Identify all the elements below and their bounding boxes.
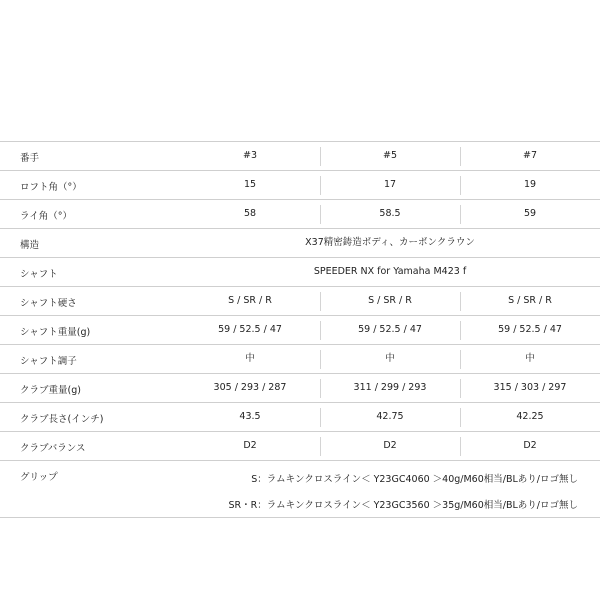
cell-value: 中 [385, 353, 395, 364]
cell-value: S / SR / R [228, 295, 272, 306]
column-divider [320, 205, 321, 224]
row-label: 番手 [20, 153, 40, 164]
column-divider [460, 408, 461, 427]
table-row [0, 171, 600, 200]
cell-value: 59 [523, 208, 537, 219]
row-label: シャフト硬さ [20, 298, 77, 309]
column-divider [460, 176, 461, 195]
column-divider [320, 147, 321, 166]
column-divider [320, 321, 321, 340]
column-divider [460, 379, 461, 398]
cell-value: S / SR / R [508, 295, 552, 306]
cell-value: 中 [525, 353, 535, 364]
row-label: シャフト [20, 269, 58, 280]
cell-value: 19 [523, 179, 537, 190]
table-row [0, 258, 600, 287]
row-label: クラブ長さ(インチ) [20, 414, 104, 425]
cell-value: D2 [523, 440, 537, 451]
row-label: ロフト角（°） [20, 182, 82, 193]
table-row [0, 142, 600, 171]
column-divider [460, 205, 461, 224]
row-label: 構造 [20, 240, 40, 251]
cell-value: 311 / 299 / 293 [353, 382, 427, 393]
cell-value: 中 [245, 353, 255, 364]
cell-value: 315 / 303 / 297 [493, 382, 567, 393]
row-label: ライ角（°） [20, 211, 72, 222]
table-row [0, 345, 600, 374]
cell-value: D2 [383, 440, 397, 451]
cell-value: 17 [383, 179, 397, 190]
row-label: クラブ重量(g) [20, 385, 81, 396]
cell-value: #5 [382, 150, 397, 161]
cell-value: 15 [243, 179, 257, 190]
table-row [0, 287, 600, 316]
spec-table [0, 141, 600, 518]
row-label: グリップ [20, 472, 58, 483]
table-row-grip [0, 461, 600, 518]
column-divider [460, 321, 461, 340]
cell-value-spanning: X37精密鋳造ボディ、カーボンクラウン [305, 237, 475, 248]
column-divider [460, 350, 461, 369]
cell-value: 59 / 52.5 / 47 [218, 324, 282, 335]
cell-value: 43.5 [239, 411, 261, 422]
cell-value-spanning: SPEEDER NX for Yamaha M423 f [313, 266, 467, 277]
table-row [0, 200, 600, 229]
table-row [0, 229, 600, 258]
cell-value: 42.75 [376, 411, 404, 422]
cell-value: #7 [522, 150, 537, 161]
column-divider [320, 379, 321, 398]
row-label: シャフト重量(g) [20, 327, 91, 338]
table-row [0, 432, 600, 461]
column-divider [460, 292, 461, 311]
cell-value: 305 / 293 / 287 [213, 382, 287, 393]
table-row [0, 374, 600, 403]
cell-value: 58.5 [379, 208, 401, 219]
cell-value: D2 [243, 440, 257, 451]
grip-spec-line: SR・R：ラムキンクロスライン＜ Y23GC3560 ＞35g/M60相当/BLあり/ロゴ無し [228, 500, 578, 511]
cell-value: S / SR / R [368, 295, 412, 306]
column-divider [320, 408, 321, 427]
column-divider [460, 147, 461, 166]
cell-value: #3 [242, 150, 257, 161]
table-row [0, 316, 600, 345]
row-label: シャフト調子 [20, 356, 77, 367]
row-label: クラブバランス [20, 443, 86, 454]
cell-value: 42.25 [516, 411, 544, 422]
column-divider [320, 437, 321, 456]
column-divider [320, 292, 321, 311]
grip-spec-line: S：ラムキンクロスライン＜ Y23GC4060 ＞40g/M60相当/BLあり/ロゴ無し [251, 474, 578, 485]
cell-value: 59 / 52.5 / 47 [358, 324, 422, 335]
cell-value: 59 / 52.5 / 47 [498, 324, 562, 335]
column-divider [460, 437, 461, 456]
table-row [0, 403, 600, 432]
column-divider [320, 350, 321, 369]
cell-value: 58 [243, 208, 257, 219]
column-divider [320, 176, 321, 195]
